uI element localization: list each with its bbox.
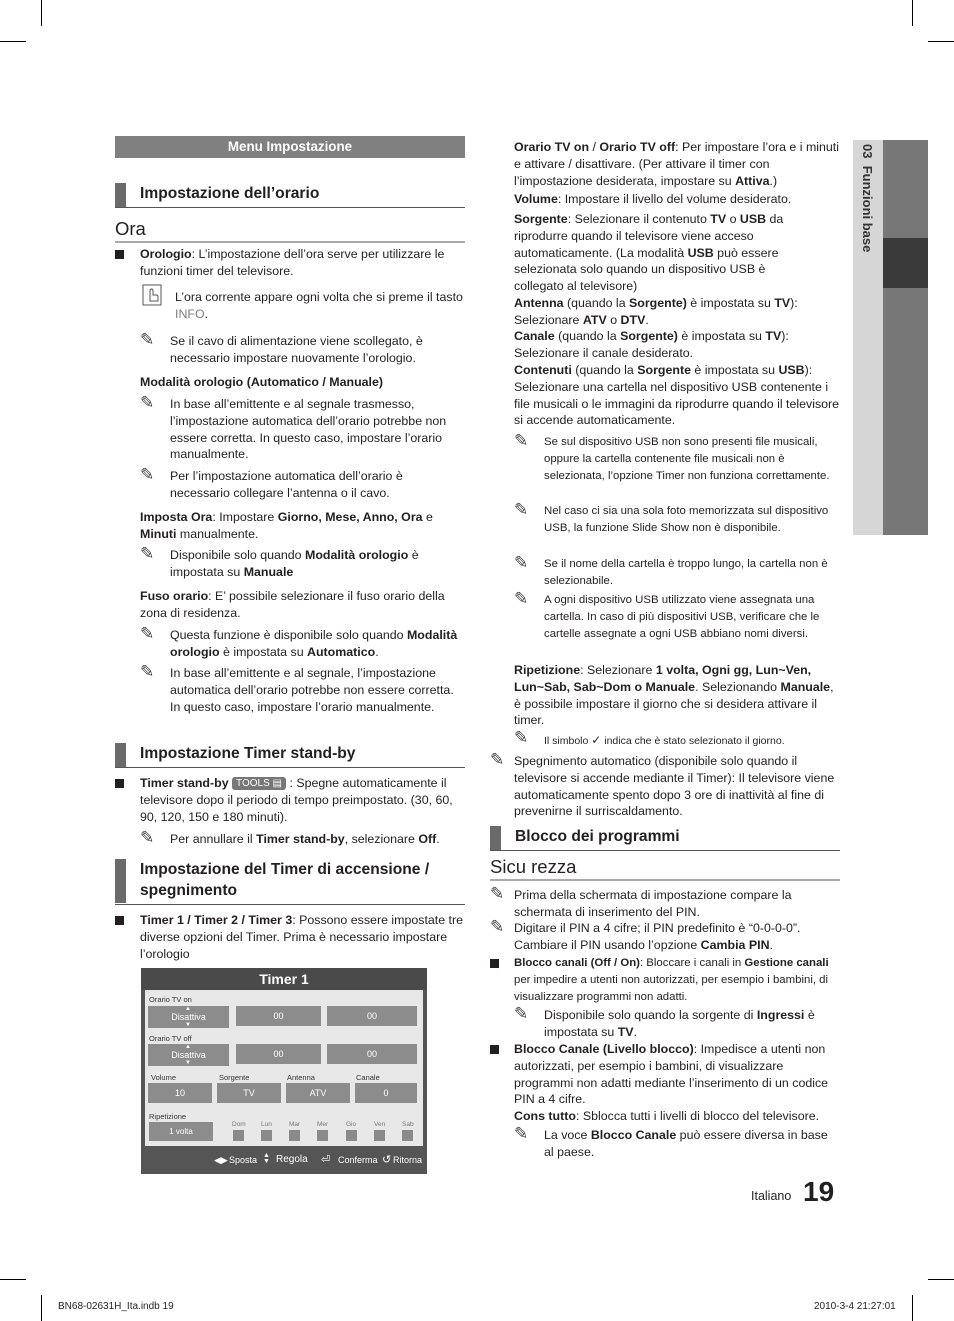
arrow-down-icon: ▼ [185,1022,191,1028]
bullet-square [115,779,124,788]
term: Attiva [735,173,770,188]
text: è impostata su [544,1008,815,1039]
paragraph-contenuti [514,362,840,429]
text: è impostata su [690,363,779,377]
orario-tv-on-field[interactable] [148,1006,229,1028]
text: Questa funzione è disponibile solo quando [170,628,407,642]
text: è impostata su [686,296,775,310]
text: : Per impostare l’ora e i minuti e attivare / disattivare. (Per attivare il timer con l’impostazione desiderata, impostare su [514,140,840,188]
day-checkbox[interactable] [261,1130,272,1141]
text: Per annullare il [170,832,257,846]
term: TV [765,329,782,343]
crop-mark [0,1279,26,1280]
text: (quando la [571,363,638,377]
note-info [175,289,465,323]
term: Orario TV on [514,140,590,154]
text: indica che è stato selezionato il giorno. [601,735,785,747]
orario-tv-off-label: Orario TV off [149,1034,192,1043]
term: Blocco Canale (Livello blocco) [514,1042,694,1056]
chapter-side-tab [853,140,928,535]
arrow-up-icon: ▲ [185,1006,191,1012]
pencil-icon: ✎ [514,589,529,608]
section-title: Blocco dei programmi [515,828,680,845]
term: Blocco Canale [590,1128,677,1142]
text: . Selezionando [695,679,781,694]
side-tab-bar [883,140,928,535]
pencil-icon: ✎ [514,728,529,747]
crop-mark [41,1295,42,1321]
menu-impostazione-header: Menu Impostazione [115,136,465,158]
page-number: 19 [803,1176,835,1207]
pencil-icon: ✎ [140,465,155,484]
note-voce [544,1127,840,1161]
section-title: Impostazione del Timer di accensione / spegnimento [140,861,430,899]
move-arrows-icon: ◀▶ [214,1155,228,1165]
text: Il simbolo [544,735,592,747]
text: può essere diversa in base al paese. [544,1128,828,1159]
pencil-icon: ✎ [140,624,155,643]
term: Ripetizione [514,663,581,677]
volume-label: Volume [151,1073,177,1082]
term: Modalità orologio [170,628,458,659]
paragraph-standby [140,775,465,825]
text: . [375,644,379,659]
pencil-icon: ✎ [514,553,529,572]
day-label: Dom [232,1121,246,1128]
section-timer-standby [115,743,465,768]
text: ): Selezionare una cartella nel dispositivo USB contenente i file musicali o le immagini da riprodurre quando il televisore si accende automaticamente. [514,363,840,428]
text: . [633,1024,637,1039]
term: Ingressi [756,1008,805,1022]
off-minute-field[interactable]: 00 [327,1044,417,1064]
term: DTV [620,312,646,327]
section-rule [115,207,465,208]
sorgente-label: Sorgente [219,1073,250,1082]
tools-badge: TOOLS ▤ [232,777,286,790]
timer-title: Timer 1 [141,968,427,990]
term: Giorno, Mese, Anno, Ora [277,510,423,524]
side-tab-text [860,144,875,252]
text: è impostata su [170,548,419,579]
term: Sorgente) [629,296,687,310]
crop-mark [912,1295,913,1321]
text: è impostata su [677,329,766,343]
term: Timer 1 / Timer 2 / Timer 3 [140,913,293,927]
term: ATV [582,312,607,327]
section-bar [115,859,126,903]
bullet-square [490,1045,499,1054]
text: , è possibile impostare il giorno che si desidera attivare il timer. [514,679,834,728]
hand-pointer-icon [142,284,162,306]
bullet-square [115,250,124,259]
note-disponibile [170,547,465,581]
text: da riprodurre quando il televisore viene acceso automaticamente. (La modalità [514,212,784,260]
note-emittente: In base all’emittente e al segnale trasmesso, l’impostazione automatica dell’orario potrebbe non essere corretta. In questo caso, impostare l’orario manualmente. [170,397,447,462]
crop-mark [928,1279,954,1280]
section-timer-accensione [115,859,465,905]
note-usb-2: Nel caso ci sia una sola foto memorizzata sul dispositivo USB, la funzione Slide Show non è disponibile. [544,505,829,534]
day-checkbox[interactable] [374,1130,385,1141]
note-ingressi [544,1007,840,1041]
text: o [606,312,621,327]
term: Orario TV off [599,140,676,154]
heading-text: Ora [115,218,146,239]
section-rule [115,767,465,768]
subheading-modalita: Modalità orologio (Automatico / Manuale) [140,375,383,389]
note-usb-1: Se sul dispositivo USB non sono presenti file musicali, oppure la cartella contenente file musicali non è selezionata, l’opzione Timer non funziona correttamente. [544,436,830,482]
term: Orologio [140,247,192,261]
text: , selezionare [344,832,419,846]
ripetizione-row [145,1112,423,1146]
antenna-field[interactable]: ATV [286,1083,350,1103]
text: manualmente. [176,526,259,541]
text: L’ora corrente appare ogni volta che si preme il tasto [175,290,463,304]
paragraph-orario-tv [514,139,840,189]
pencil-icon: ✎ [514,1004,529,1023]
heading-text: Sicu rezza [490,856,577,877]
heading-ora [115,218,465,243]
term: Cons tutto [514,1109,576,1123]
note-usb-3: Se il nome della cartella è troppo lungo, la cartella non è selezionabile. [544,558,828,587]
footer-ritorna: Ritorna [393,1155,423,1165]
text: / [589,140,600,154]
text: La voce [544,1128,591,1142]
section-bar [115,743,126,767]
paragraph-orologio [140,246,465,280]
pencil-icon: ✎ [140,544,155,563]
day-checkbox[interactable] [317,1130,328,1141]
antenna-label: Antenna [287,1073,315,1082]
day-label: Sab [402,1121,414,1128]
side-tab-marker [883,238,928,288]
footer-regola: Regola [276,1154,308,1165]
term: Fuso orario [140,589,209,603]
text: : Impostare il livello del volume desiderato. [557,192,792,206]
text: : Selezionare [580,663,656,677]
canale-label: Canale [356,1073,380,1082]
note-fuso [170,627,465,661]
note-prima: Prima della schermata di impostazione compare la schermata di inserimento del PIN. [514,888,792,919]
text: : Possono essere impostate tre diverse opzioni del Timer. Prima è necessario impostare l’orologio [140,913,464,961]
return-icon: ↺ [382,1154,392,1166]
file-info: BN68-02631H_Ita.indb 19 [58,1301,174,1312]
term: Modalità orologio [305,548,409,562]
day-label: Gio [346,1121,357,1128]
checkmark-icon: ✓ [591,733,602,747]
text: (quando la [554,329,621,343]
day-checkbox[interactable] [402,1130,413,1141]
day-label: Ven [374,1121,386,1128]
day-checkbox[interactable] [289,1130,300,1141]
text: . [645,312,649,327]
text: . [204,306,209,321]
text: (quando la [563,296,630,310]
heading-rule [115,241,465,243]
section-rule [490,850,840,851]
field-value: Disattiva [171,1050,206,1060]
note-spegnimento: Spegnimento automatico (disponibile solo quando il televisore si accende mediante il Timer): Il televisore viene automaticamente spento dopo 3 ore di inattività al fine di prevenirne il surriscaldamento. [514,754,835,819]
term: USB [687,245,714,260]
crop-mark [912,0,913,26]
text: può essere selezionata solo quando un dispositivo USB è collegato al televisore) [514,245,779,294]
term: TV [617,1024,634,1039]
day-label: Mar [289,1121,301,1128]
term: Cambia PIN [700,937,770,952]
pencil-icon: ✎ [140,330,155,349]
term: 1 volta, Ogni gg, Lun~Ven, Lun~Sab, Sab~Dom o Manuale [514,663,812,694]
pencil-icon: ✎ [514,431,529,450]
term: Timer stand-by [140,776,229,790]
timer-screen [141,968,427,1174]
term: Imposta Ora [140,510,213,524]
paragraph-sorgente [514,211,814,295]
info-key: INFO [175,306,205,321]
heading-rule [490,879,840,881]
chapter-label: Funzioni base [860,165,875,253]
text: Digitare il PIN a 4 cifre; il PIN predefinito è “0-0-0-0”. Cambiare il PIN usando l’opzione [514,921,801,952]
term: Gestione canali [744,957,829,969]
note-emittente-2: In base all’emittente e al segnale, l’impostazione automatica dell’orario potrebbe non essere corretta. In questo caso, impostare l’orario manualmente. [170,666,454,714]
ripetizione-label: Ripetizione [149,1112,187,1121]
pencil-icon: ✎ [490,884,505,903]
section-bar [490,826,501,850]
bullet-square [115,916,124,925]
term: Automatico [307,644,376,659]
text: Disponibile solo quando la sorgente di [544,1008,757,1022]
term: Manuale [780,679,831,694]
paragraph-volume [514,191,840,208]
paragraph-imposta-ora [140,509,465,543]
text: : Spegne automaticamente il televisore dopo il periodo di tempo preimpostato. (30, 60, 90, 120, 150 e 180 minuti). [140,776,453,824]
print-date: 2010-3-4 21:27:01 [814,1301,896,1312]
paragraph-fuso-orario [140,588,465,622]
section-rule [115,904,465,905]
term: Minuti [140,526,177,541]
day-checkbox[interactable] [233,1130,244,1141]
text: . [436,832,440,846]
timer-footer [141,1146,427,1174]
paragraph-blocco-livello [514,1041,840,1108]
term: USB [778,363,805,377]
crop-mark [0,41,26,42]
field-value: Disattiva [171,1012,206,1022]
heading-sicurezza [490,856,840,881]
on-hour-field[interactable]: 00 [236,1006,321,1026]
orario-tv-off-field[interactable] [148,1044,229,1066]
term: Off [418,832,437,846]
footer-conferma: Conferma [338,1155,378,1165]
adjust-arrows-icon: ▲ ▼ [263,1152,270,1165]
off-hour-field[interactable]: 00 [236,1044,321,1064]
section-impostazione-orario [115,183,465,208]
pencil-icon: ✎ [490,917,505,936]
paragraph-ripetizione [514,662,840,729]
note-antenna: Per l’impostazione automatica dell’orario è necessario collegare l’antenna o il cavo. [170,469,403,500]
text: Disponibile solo quando [170,548,306,562]
sorgente-field[interactable]: TV [217,1083,281,1103]
tools-label: TOOLS [236,778,270,789]
term: Sorgente [514,212,568,226]
pencil-icon: ✎ [140,828,155,847]
text: . [769,937,773,952]
paragraph-antenna [514,295,840,329]
pencil-icon: ✎ [490,750,505,769]
day-label: Mer [317,1121,329,1128]
term: Sorgente [637,363,691,377]
note-usb-4: A ogni dispositivo USB utilizzato viene assegnata una cartella. In caso di più dispositivi USB, verificare che le cartelle assegnate a ogni USB abbiano nomi diversi. [544,594,820,640]
term: Timer stand-by [256,832,345,846]
section-title: Impostazione dell’orario [140,185,320,202]
orario-tv-on-label: Orario TV on [149,995,192,1004]
text: e [422,510,433,524]
term: TV [774,296,791,310]
ripetizione-field[interactable]: 1 volta [149,1122,213,1141]
term: Blocco canali (Off / On) [514,957,640,969]
paragraph-canale [514,328,840,362]
section-title: Impostazione Timer stand-by [140,745,356,762]
footer-sposta: Sposta [229,1155,258,1165]
text: per impedire a utenti non autorizzati, per esempio i bambini, di visualizzare programmi non adatti. [514,973,829,1003]
term: Manuale [243,564,294,579]
text: : Selezionare il contenuto [567,212,711,226]
term: Canale [514,329,555,343]
note-simbolo [544,733,840,747]
section-blocco-programmi [490,826,840,851]
term: Antenna [514,296,564,310]
note-pin [514,920,840,954]
pencil-icon: ✎ [514,500,529,519]
crop-mark [928,41,954,42]
paragraph-blocco-canali [514,955,840,1005]
crop-mark [41,0,42,26]
pencil-icon: ✎ [140,393,155,412]
term: USB [739,212,767,226]
on-minute-field[interactable]: 00 [327,1006,417,1026]
text: : Impostare [212,510,278,524]
text: o [726,212,740,226]
pencil-icon: ✎ [140,662,155,681]
enter-icon: ⏎ [321,1154,331,1166]
canale-field[interactable]: 0 [355,1083,417,1103]
timer-body [145,990,423,1112]
pencil-icon: ✎ [514,1124,529,1143]
text: : Impedisce a utenti non autorizzati, per esempio i bambini, di visualizzare programmi non adatti mediante l’inserimento di un codice PIN a 4 cifre. [514,1042,829,1107]
text: : L’impostazione dell’ora serve per utilizzare le funzioni timer del televisore. [140,247,445,278]
chapter-number: 03 [860,144,875,159]
bullet-square [490,959,499,968]
term: Volume [514,192,558,206]
note-cavo: Se il cavo di alimentazione viene scollegato, è necessario impostare nuovamente l’orologio. [170,334,423,365]
text: ): Selezionare il canale desiderato. [514,329,789,360]
day-label: Lun [261,1121,272,1128]
paragraph-timer [140,912,465,962]
arrow-down-icon: ▼ [185,1060,191,1066]
term: Contenuti [514,363,572,377]
note-standby [170,831,465,848]
arrow-up-icon: ▲ [185,1044,191,1050]
text: : Sblocca tutti i livelli di blocco del televisore. [575,1109,820,1123]
section-bar [115,183,126,207]
term: Sorgente) [620,329,678,343]
text: è impostata su [219,644,308,659]
text: ): Selezionare [514,296,798,327]
language-label: Italiano [751,1189,792,1203]
text: .) [769,173,778,188]
term: TV [710,212,727,226]
paragraph-cons-tutto [514,1108,840,1125]
text: : E’ possibile selezionare il fuso orario della zona di residenza. [140,589,445,620]
day-checkbox[interactable] [346,1130,357,1141]
volume-field[interactable]: 10 [148,1083,212,1103]
text: : Bloccare i canali in [639,957,745,969]
